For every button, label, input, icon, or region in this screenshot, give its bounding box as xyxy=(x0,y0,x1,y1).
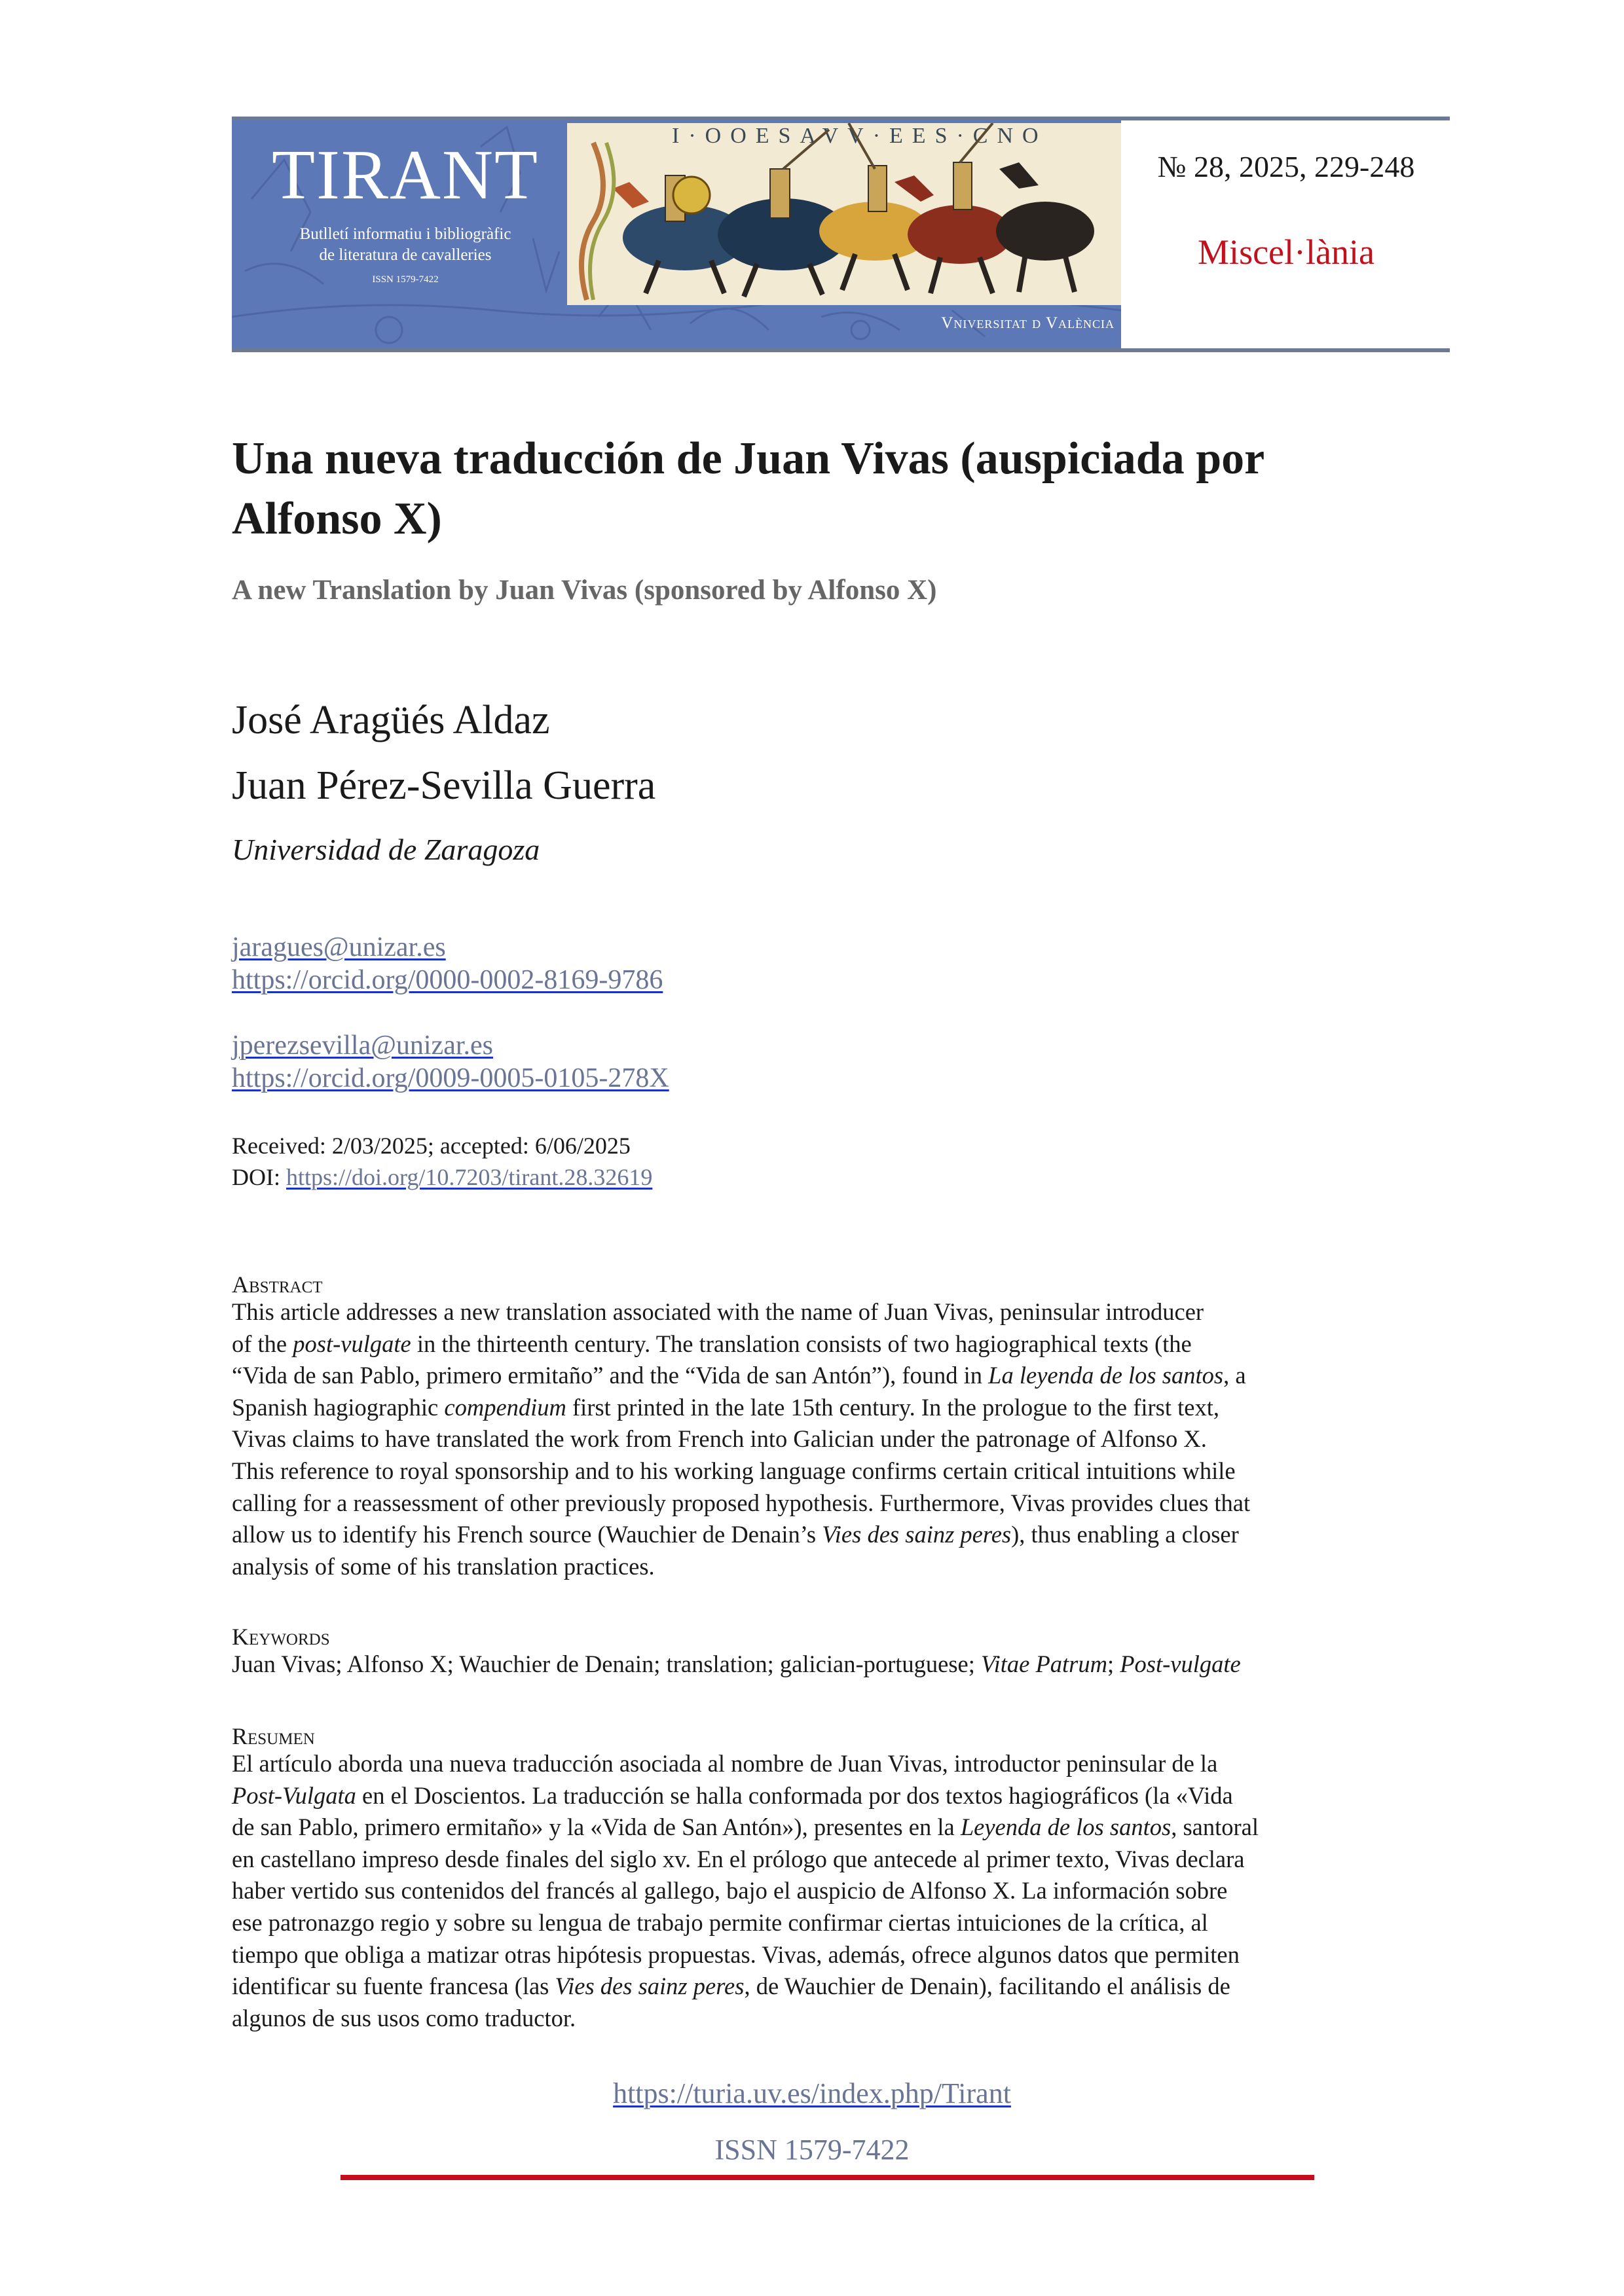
text-line: analysis of some of his translation practices. xyxy=(232,1552,655,1580)
footer-issn: ISSN 1579-7422 xyxy=(714,2134,910,2166)
article-title-line-2: Alfonso X) xyxy=(232,494,442,544)
text-line: tiempo que obliga a matizar otras hipótesis propuestas. Vivas, además, ofrece algunos datos que permiten xyxy=(232,1941,1240,1968)
text-line: de san Pablo, primero ermitaño» y la «Vida de San Antón»), presentes en la Leyenda de los santos, santoral xyxy=(232,1813,1259,1841)
issue-info: № 28, 2025, 229-248 xyxy=(1157,150,1415,183)
author-name: Juan Pérez-Sevilla Guerra xyxy=(232,763,656,808)
text-line: Vivas claims to have translated the work from French into Galician under the patronage of Alfonso X. xyxy=(232,1425,1207,1453)
abstract-heading: Abstract xyxy=(232,1271,323,1298)
resumen-body xyxy=(232,1748,1424,2034)
doi-link[interactable]: https://doi.org/10.7203/tirant.28.32619 xyxy=(286,1164,653,1190)
text-line: El artículo aborda una nueva traducción asociada al nombre de Juan Vivas, introductor peninsular de la xyxy=(232,1750,1218,1777)
article-title-line-1: Una nueva traducción de Juan Vivas (auspiciada por xyxy=(232,433,1265,484)
journal-header xyxy=(232,117,1450,352)
author-affiliation: Universidad de Zaragoza xyxy=(232,833,540,866)
footer-divider xyxy=(341,2175,1314,2180)
text-line: calling for a reassessment of other previously proposed hypothesis. Furthermore, Vivas provides clues that xyxy=(232,1489,1251,1516)
text-line: This article addresses a new translation associated with the name of Juan Vivas, peninsular introducer xyxy=(232,1298,1204,1325)
keywords-body xyxy=(232,1649,1424,1681)
article-title xyxy=(232,429,1411,549)
author-orcid-link[interactable]: https://orcid.org/0009-0005-0105-278X xyxy=(232,1063,669,1093)
text-line: Post-Vulgata en el Doscientos. La traducción se halla conformada por dos textos hagiográficos (la «Vida xyxy=(232,1781,1233,1809)
tapestry-illustration xyxy=(567,123,1121,305)
author-name: José Aragüés Aldaz xyxy=(232,698,550,742)
publisher-university: Vniversitat d València xyxy=(941,314,1115,332)
text-line: “Vida de san Pablo, primero ermitaño” and the “Vida de san Antón”), found in La leyenda de los santos, a xyxy=(232,1362,1246,1389)
text-line: en castellano impreso desde finales del siglo xv. En el prólogo que antecede al primer texto, Vivas declara xyxy=(232,1845,1245,1872)
banner-issn: ISSN 1579-7422 xyxy=(372,274,439,285)
journal-website-link[interactable]: https://turia.uv.es/index.php/Tirant xyxy=(613,2077,1011,2109)
text-line: ese patronazgo regio y sobre su lengua de trabajo permite confirmar ciertas intuiciones de la crítica, al xyxy=(232,1908,1208,1936)
author-email-link[interactable]: jaragues@unizar.es xyxy=(232,932,446,962)
journal-banner xyxy=(232,120,1121,348)
text-line: algunos de sus usos como traductor. xyxy=(232,2004,576,2032)
section-label: Miscel·lània xyxy=(1198,232,1375,272)
author-orcid-link[interactable]: https://orcid.org/0000-0002-8169-9786 xyxy=(232,965,663,995)
text-line: haber vertido sus contenidos del francés al gallego, bajo el auspicio de Alfonso X. La información sobre xyxy=(232,1877,1228,1904)
svg-text:I·OOESAVV·EES·CNO: I·OOESAVV·EES·CNO xyxy=(672,124,1048,148)
footer-url-container xyxy=(0,2075,1624,2112)
doi-label: DOI: xyxy=(232,1164,286,1190)
text-line: identificar su fuente francesa (las Vies des sainz peres, de Wauchier de Denain), facilitando el análisis de xyxy=(232,1973,1230,2000)
article-subtitle: A new Translation by Juan Vivas (sponsored by Alfonso X) xyxy=(232,575,937,606)
abstract-body xyxy=(232,1296,1424,1582)
doi-line xyxy=(232,1161,652,1193)
bayeux-tapestry-image xyxy=(567,123,1121,305)
submission-dates: Received: 2/03/2025; accepted: 6/06/2025 xyxy=(232,1133,631,1159)
text-line: allow us to identify his French source (Wauchier de Denain’s Vies des sainz peres), thus enabling a closer xyxy=(232,1521,1239,1548)
author-email-link[interactable]: jperezsevilla@unizar.es xyxy=(232,1030,493,1061)
text-line: Spanish hagiographic compendium first printed in the late 15th century. In the prologue to the first text, xyxy=(232,1393,1219,1421)
text-line: This reference to royal sponsorship and to his working language confirms certain critical intuitions while xyxy=(232,1457,1236,1484)
resumen-heading: Resumen xyxy=(232,1723,315,1749)
text-line: Juan Vivas; Alfonso X; Wauchier de Denain; translation; galician-portuguese; Vitae Patrum; Post-vulgate xyxy=(232,1650,1241,1677)
journal-subtitle-line-2: de literatura de cavalleries xyxy=(319,246,492,264)
journal-subtitle xyxy=(265,224,546,266)
journal-title: TIRANT xyxy=(272,136,539,214)
journal-subtitle-line-1: Butlletí informatiu i bibliogràfic xyxy=(299,225,511,243)
keywords-heading: Keywords xyxy=(232,1624,330,1650)
text-line: of the post-vulgate in the thirteenth century. The translation consists of two hagiographical texts (the xyxy=(232,1330,1192,1357)
